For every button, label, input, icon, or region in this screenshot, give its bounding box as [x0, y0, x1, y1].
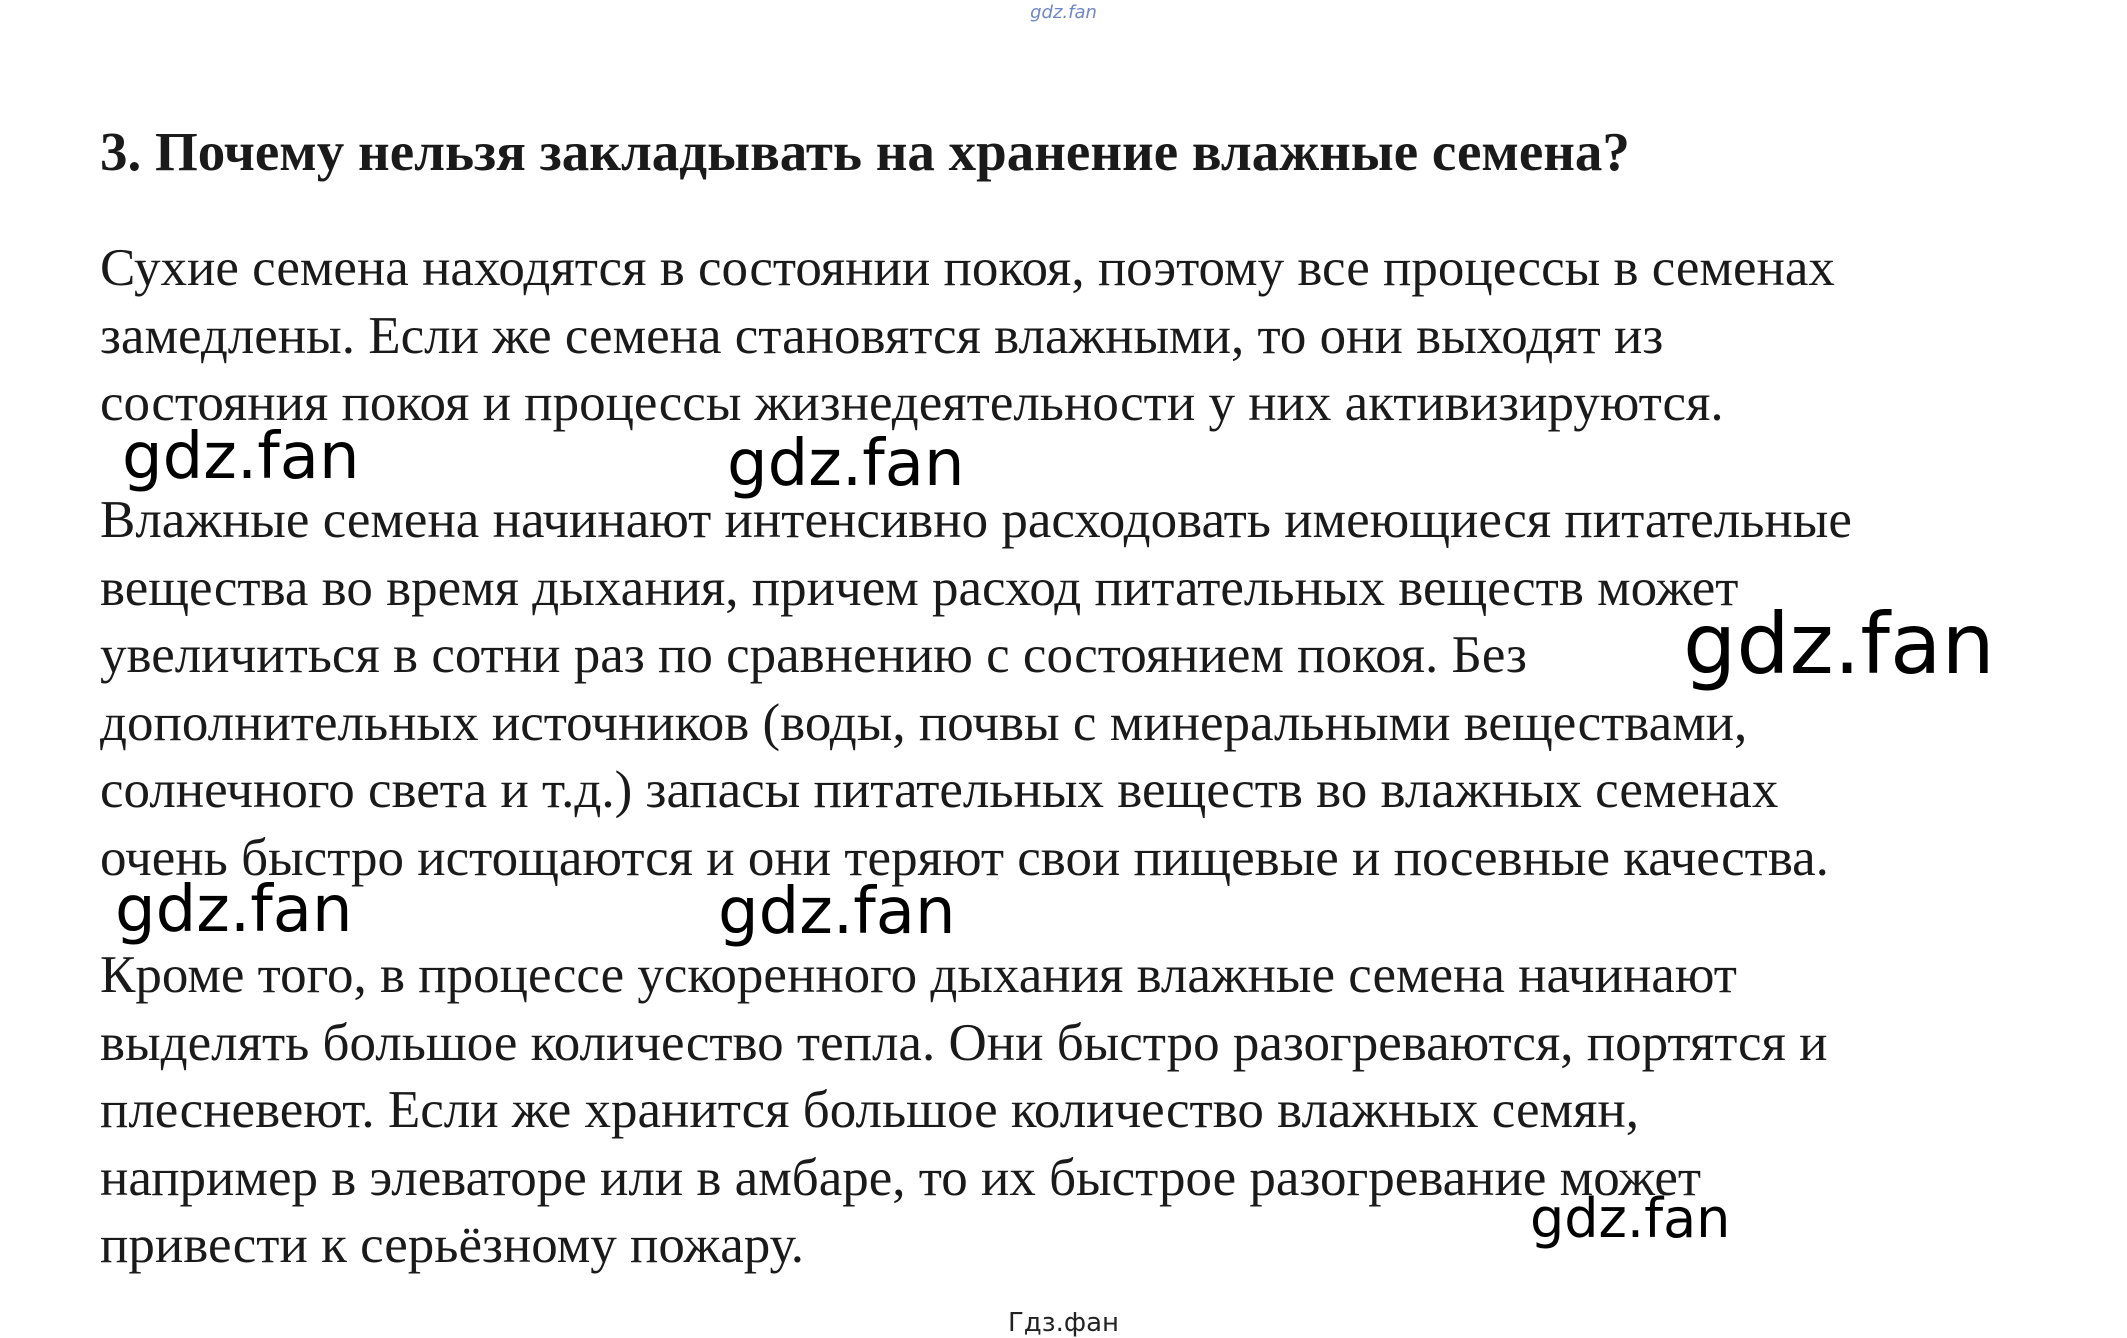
answer-paragraph-1	[100, 235, 2100, 438]
answer-paragraph-3	[100, 942, 2100, 1280]
question-heading: 3. Почему нельзя закладывать на хранение влажные семена?	[100, 121, 1630, 182]
paragraph-line: Сухие семена находятся в состоянии покоя, поэтому все процессы в семенах	[100, 239, 1835, 297]
paragraph-line: увеличиться в сотни раз по сравнению с состоянием покоя. Без	[100, 626, 1527, 684]
footer-watermark: Гдз.фан	[1007, 1308, 1120, 1338]
paragraph-line: состояния покоя и процессы жизнедеятельности у них активизируются.	[100, 374, 1724, 432]
watermark: gdz.fan	[122, 420, 360, 494]
paragraph-line: выделять большое количество тепла. Они быстро разогреваются, портятся и	[100, 1013, 1828, 1072]
watermark: gdz.fan	[1683, 595, 1995, 693]
paragraph-line: Влажные семена начинают интенсивно расходовать имеющиеся питательные	[100, 491, 1852, 549]
paragraph-line: привести к серьёзному пожару.	[100, 1216, 804, 1274]
paragraph-line: плесневеют. Если же хранится большое количество влажных семян,	[100, 1081, 1639, 1139]
watermark: gdz.fan	[727, 427, 965, 501]
header-watermark: gdz.fan	[1030, 2, 1097, 23]
paragraph-line: солнечного света и т.д.) запасы питательных веществ во влажных семенах	[100, 761, 1779, 819]
paragraph-line: например в элеваторе или в амбаре, то их быстрое разогревание может	[100, 1148, 1701, 1207]
paragraph-line: вещества во время дыхания, причем расход питательных веществ может	[100, 558, 1739, 617]
watermark: gdz.fan	[718, 875, 956, 949]
paragraph-line: Кроме того, в процессе ускоренного дыхания влажные семена начинают	[100, 946, 1737, 1004]
paragraph-line: очень быстро истощаются и они теряют свои пищевые и посевные качества.	[100, 828, 1829, 887]
paragraph-line: замедлены. Если же семена становятся влажными, то они выходят из	[100, 306, 1664, 365]
watermark: gdz.fan	[115, 873, 353, 947]
watermark: gdz.fan	[1530, 1187, 1731, 1250]
paragraph-line: дополнительных источников (воды, почвы с минеральными веществами,	[100, 693, 1748, 752]
